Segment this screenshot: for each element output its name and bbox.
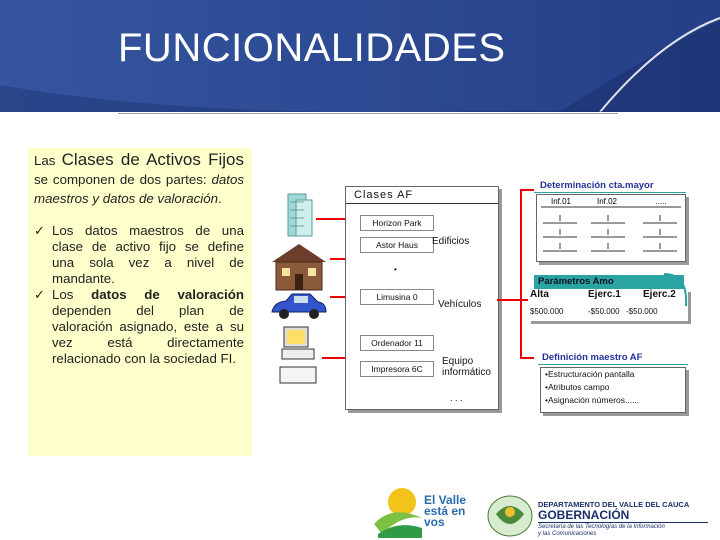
divider	[346, 203, 498, 204]
intro-pre: Las	[34, 153, 62, 168]
determinacion-panel	[534, 178, 686, 264]
car-icon	[268, 290, 330, 324]
param-alta: Alta	[530, 289, 549, 300]
intro-paragraph	[34, 150, 244, 208]
asset-ordenador: Ordenador 11	[360, 335, 434, 351]
col-more: .....	[655, 197, 667, 206]
logo-line: vos	[424, 515, 445, 529]
intro-post: se componen de dos partes:	[34, 172, 212, 187]
logo-line: está en	[424, 504, 466, 518]
definicion-panel	[540, 367, 686, 413]
intro-end: .	[218, 191, 222, 206]
bullet-key: datos maestros	[85, 223, 184, 238]
checkmark-icon: ✓	[34, 223, 45, 238]
category-edificios: Edificios	[432, 236, 470, 247]
arrow-to-determinacion	[520, 189, 534, 191]
checkmark-icon: ✓	[34, 287, 45, 302]
determinacion-title: Determinación cta.mayor	[540, 180, 654, 191]
determinacion-table	[536, 194, 686, 262]
el-valle-logo-text	[424, 495, 466, 528]
secretaria-line2: y las Comunicaciones	[538, 531, 597, 537]
param-value-ejerc1: -$50.000	[588, 307, 620, 316]
divider	[534, 192, 686, 193]
department-label: DEPARTAMENTO DEL VALLE DEL CAUCA	[538, 500, 690, 509]
bullet-lead: Los	[52, 287, 92, 302]
definicion-title: Definición maestro AF	[542, 352, 643, 363]
page-title: FUNCIONALIDADES	[118, 26, 506, 70]
param-value-alta: $500.000	[530, 307, 564, 316]
gobernacion-label: GOBERNACIÓN	[538, 508, 630, 522]
asset-astor-haus: Astor Haus	[360, 237, 434, 253]
description-box	[28, 148, 252, 456]
parametros-title: Parámetros Amo	[534, 275, 684, 289]
bullet-lead: Los	[52, 223, 86, 238]
clases-af-title: Clases AF	[354, 189, 414, 201]
footer-divider	[538, 522, 708, 523]
title-divider	[118, 113, 618, 114]
col-inf01: Inf.01	[550, 197, 571, 206]
category-equipo: Equipo informático	[442, 356, 491, 378]
intro-emphasis: datos maestros y datos de valoración	[34, 172, 244, 206]
separator-dot: •	[394, 265, 397, 274]
asset-impresora: Impresora 6C	[360, 361, 434, 377]
coat-of-arms-icon	[486, 494, 534, 538]
logo-line: El Valle	[424, 493, 467, 507]
definicion-item: •Atributos campo	[545, 382, 610, 392]
bullet-rest: dependen del plan de valoración asignado, este a su vez está directamente relacionado con la sociedad FI.	[52, 303, 244, 366]
arrow-vertical-2	[520, 299, 522, 357]
category-vehiculos: Vehículos	[438, 299, 482, 310]
bullet-list	[34, 223, 244, 367]
asset-horizon-park: Horizon Park	[360, 215, 434, 231]
table-grid	[537, 195, 685, 261]
arrow-to-definicion	[520, 357, 534, 359]
more-ellipsis: . . .	[450, 393, 463, 403]
param-value-ejerc2: -$50.000	[626, 307, 658, 316]
divider	[538, 364, 688, 365]
col-inf02: Inf.02	[596, 197, 617, 206]
bullet-item	[34, 287, 244, 367]
asset-limusina: Limusina 0	[360, 289, 434, 305]
bullet-rest: de una clase de activo fijo se define una sola vez a nivel de mandante.	[52, 223, 244, 286]
house-icon	[268, 242, 330, 292]
definicion-item: •Asignación números......	[545, 395, 640, 405]
computer-icon	[278, 325, 322, 385]
el-valle-logo-icon	[372, 484, 424, 538]
arrow-vertical	[520, 189, 522, 299]
param-ejerc1: Ejerc.1	[588, 289, 621, 300]
swoosh-arc	[660, 270, 690, 310]
intro-big: Clases de Activos Fijos	[61, 150, 244, 169]
param-ejerc2: Ejerc.2	[643, 289, 676, 300]
bullet-key: datos de valoración	[91, 287, 244, 302]
definicion-item: •Estructuración pantalla	[545, 369, 635, 379]
bullet-item	[34, 223, 244, 287]
secretaria-line1: Secretaría de las Tecnologías de la Información	[538, 524, 665, 530]
building-icon	[280, 190, 320, 240]
